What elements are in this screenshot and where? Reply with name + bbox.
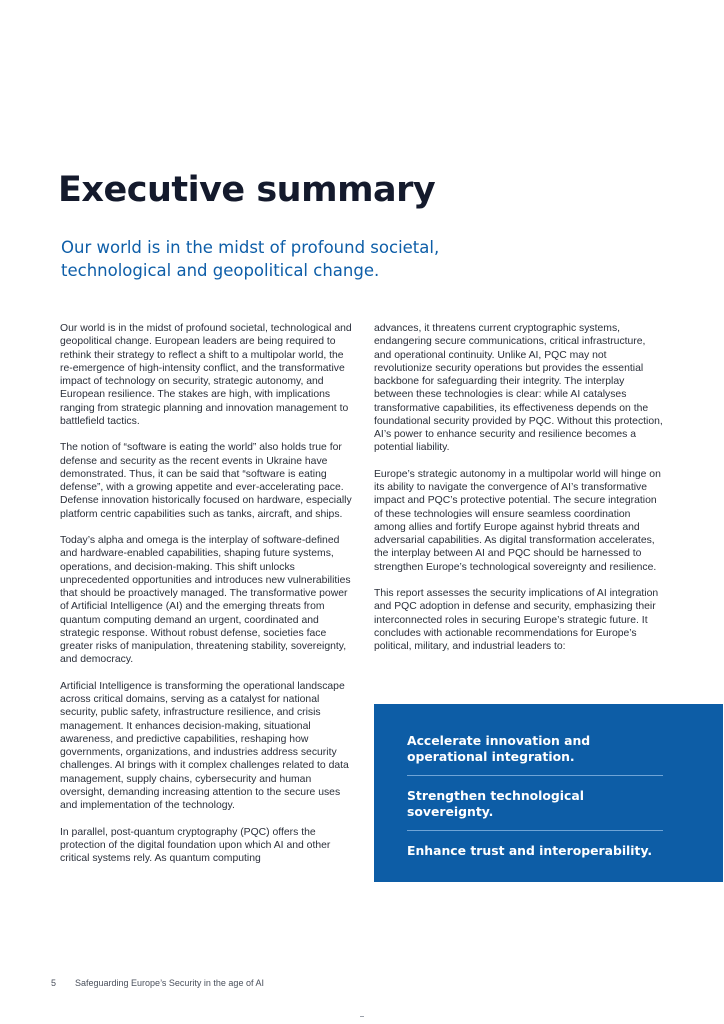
callout-divider — [407, 775, 663, 776]
recommendation-item: Strengthen technological sovereignty. — [407, 788, 584, 819]
recommendation-item: Accelerate innovation and operational integration. — [407, 733, 591, 764]
body-paragraph: Our world is in the midst of profound societal, technological and geopolitical change. European leaders are being required to rethink their strategy to reflect a shift to a multipolar world, the re-emergence of high-intensity conflict, and the transformative impact of technology on security, strategic autonomy, and European resilience. The stakes are high, with implications ranging from strategic planning and innovation management to battlefield tactics. — [60, 323, 352, 427]
body-paragraph: This report assesses the security implications of AI integration and PQC adoption in defense and security, emphasizing their interconnected roles in securing Europe’s strategic future. It concludes with actionable recommendations for Europe’s political, military, and industrial leaders to: — [374, 588, 659, 652]
callout-divider — [407, 830, 663, 831]
page-title: Executive summary — [58, 170, 436, 210]
recommendations-callout — [374, 704, 723, 882]
page-number: 5 — [51, 978, 57, 988]
body-paragraph: advances, it threatens current cryptographic systems, endangering secure communications, critical infrastructure, and operational continuity. Unlike AI, PQC may not revolutionize security operations but provides the essential backbone for safeguarding their integrity. The interplay between these technologies is clear: while AI catalyses transformative capabilities, its effectiveness depends on the foundational security provided by PQC. Without this protection, AI’s power to enhance security and resilience becomes a potential liability. — [374, 323, 663, 454]
page-divider-mark — [360, 1016, 364, 1017]
body-paragraph: In parallel, post-quantum cryptography (PQC) offers the protection of the digital foundation upon which AI and other critical systems rely. As quantum computing — [60, 826, 331, 864]
page-footer — [51, 978, 264, 988]
right-text-column — [374, 322, 664, 667]
publication-title: Safeguarding Europe’s Security in the age of AI — [75, 978, 264, 988]
body-paragraph: Artificial Intelligence is transforming the operational landscape across critical domains, serving as a catalyst for national security, public safety, infrastructure resilience, and crisis management. It enhances decision-making, situational awareness, and predictive capabilities, reshaping how governments, organizations, and industries address security challenges. AI brings with it complex challenges related to data management, supply chains, cybersecurity and human oversight, demanding increasing attention to the secure uses and implementation of the technology. — [60, 680, 349, 811]
left-text-column — [60, 322, 352, 879]
body-paragraph: Today’s alpha and omega is the interplay of software-defined and hardware-enabled capabilities, shaping future systems, operations, and decision-making. This shift unlocks unprecedented opportunities and introduces new vulnerabilities that should be proactively managed. The transformative power of Artificial Intelligence (AI) and the emerging threats from quantum computing demand an urgent, coordinated and strategic response. Without robust defense, societies face greater risks of manipulation, threatening stability, sovereignty, and democracy. — [60, 535, 351, 666]
lead-paragraph: Our world is in the midst of profound societal, technological and geopolitical change. — [61, 238, 440, 280]
body-paragraph: The notion of “software is eating the world” also holds true for defense and security as the recent events in Ukraine have demonstrated. Thus, it can be said that “software is eating defense”, with a growing appetite and ever-accelerating pace. Defense innovation historically focused on hardware, especially platform centric capabilities such as tanks, aircraft, and ships. — [60, 442, 352, 520]
recommendation-item: Enhance trust and interoperability. — [407, 843, 653, 858]
body-paragraph: Europe’s strategic autonomy in a multipolar world will hinge on its ability to navigate the convergence of AI’s transformative impact and PQC’s protective potential. The secure integration of these technologies will ensure seamless coordination among allies and fortify Europe against hybrid threats and adversarial capabilities. As digital transformation accelerates, the interplay between AI and PQC should be harnessed to strengthen Europe’s technological sovereignty and resilience. — [374, 468, 661, 573]
